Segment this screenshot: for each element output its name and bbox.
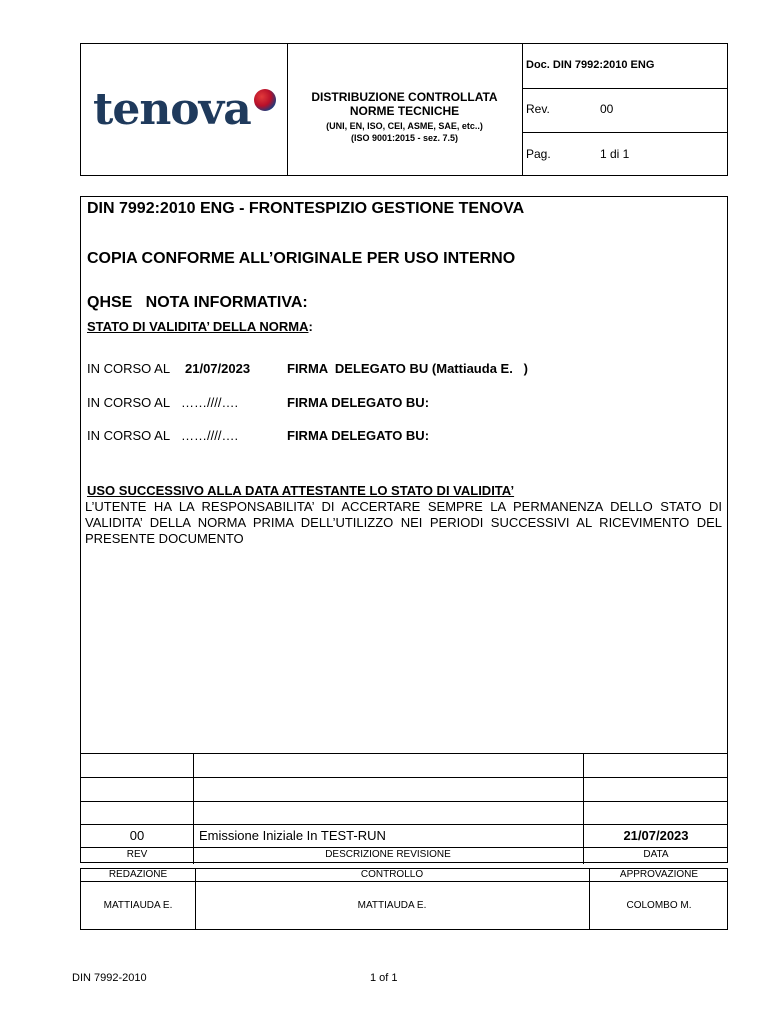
validity-row-3-sign: FIRMA DELEGATO BU: bbox=[287, 428, 430, 443]
validity-row-1-sign: FIRMA DELEGATO BU (Mattiauda E. ) bbox=[287, 361, 528, 376]
logo-cell bbox=[81, 44, 288, 175]
approval-header-redazione: REDAZIONE bbox=[108, 869, 168, 880]
rev-table-vline bbox=[583, 753, 584, 864]
validity-section-title: STATO DI VALIDITA’ DELLA NORMA: bbox=[87, 319, 313, 334]
validity-row-2-sign: FIRMA DELEGATO BU: bbox=[287, 395, 430, 410]
header-title: DISTRIBUZIONE CONTROLLATA NORME TECNICHE bbox=[311, 90, 498, 118]
rev-label: Rev. bbox=[526, 102, 550, 116]
validity-row-1-label: IN CORSO AL bbox=[87, 361, 171, 376]
header-meta-cell bbox=[522, 44, 727, 175]
rev-value: 00 bbox=[600, 102, 614, 116]
rev-table-line bbox=[81, 801, 727, 802]
rev-header-description: DESCRIZIONE REVISIONE bbox=[325, 849, 451, 860]
header-subtitle: (UNI, EN, ISO, CEI, ASME, SAE, etc..) (ISO 9001:2015 - sez. 7.5) bbox=[326, 121, 483, 143]
validity-row-3-date: ……////…. bbox=[181, 428, 239, 443]
heading-frontespizio: DIN 7992:2010 ENG - FRONTESPIZIO GESTIONE TENOVA bbox=[87, 200, 525, 217]
doc-label: Doc. DIN 7992:2010 ENG bbox=[526, 59, 655, 71]
approval-approvazione-name: COLOMBO M. bbox=[626, 900, 692, 911]
document-header-table bbox=[80, 43, 728, 176]
footer-page-number: 1 of 1 bbox=[370, 972, 398, 984]
approval-header-controllo: CONTROLLO bbox=[360, 869, 424, 880]
rev-table-line bbox=[81, 753, 727, 754]
footer-doc-code: DIN 7992-2010 bbox=[72, 972, 147, 984]
rev-table-line bbox=[81, 824, 727, 825]
approval-redazione-name: MATTIAUDA E. bbox=[103, 900, 173, 911]
rev-description: Emissione Iniziale In TEST-RUN bbox=[199, 828, 386, 843]
validity-row-1-date: 21/07/2023 bbox=[185, 361, 251, 376]
rev-date: 21/07/2023 bbox=[623, 828, 689, 843]
rev-table-line bbox=[81, 847, 727, 848]
rev-table-vline bbox=[193, 753, 194, 864]
approval-header-approvazione: APPROVAZIONE bbox=[619, 869, 699, 880]
rev-table-line bbox=[81, 777, 727, 778]
heading-copia-conforme: COPIA CONFORME ALL’ORIGINALE PER USO INTERNO bbox=[87, 250, 516, 267]
validity-row-2-label: IN CORSO AL bbox=[87, 395, 171, 410]
logo-sphere-icon bbox=[254, 89, 276, 111]
usage-section-title: USO SUCCESSIVO ALLA DATA ATTESTANTE LO STATO DI VALIDITA’ bbox=[87, 483, 515, 498]
heading-qhse: QHSE NOTA INFORMATIVA: bbox=[87, 294, 308, 311]
main-content-box bbox=[80, 196, 728, 863]
rev-header-date: DATA bbox=[643, 849, 669, 860]
approval-table bbox=[80, 868, 728, 930]
doc-row bbox=[522, 44, 727, 89]
rev-number: 00 bbox=[129, 828, 145, 843]
page-label: Pag. bbox=[526, 147, 551, 161]
page-row bbox=[522, 132, 727, 176]
header-title-cell bbox=[287, 44, 523, 175]
tenova-logo: tenova bbox=[93, 84, 251, 135]
page-value: 1 di 1 bbox=[600, 147, 630, 161]
rev-row bbox=[522, 88, 727, 133]
validity-row-2-date: ……////…. bbox=[181, 395, 239, 410]
approval-controllo-name: MATTIAUDA E. bbox=[357, 900, 427, 911]
rev-header-rev: REV bbox=[126, 849, 148, 860]
approval-table-line bbox=[81, 881, 727, 882]
usage-text: L’UTENTE HA LA RESPONSABILITA’ DI ACCERTARE SEMPRE LA PERMANENZA DELLO STATO DI VALIDITA’ DELLA NORMA PRIMA DELL’UTILIZZO NEI PERIODI SUCCESSIVI AL RICEVIMENTO DEL PRESENTE DOCUMENTO bbox=[85, 499, 722, 546]
validity-row-3-label: IN CORSO AL bbox=[87, 428, 171, 443]
